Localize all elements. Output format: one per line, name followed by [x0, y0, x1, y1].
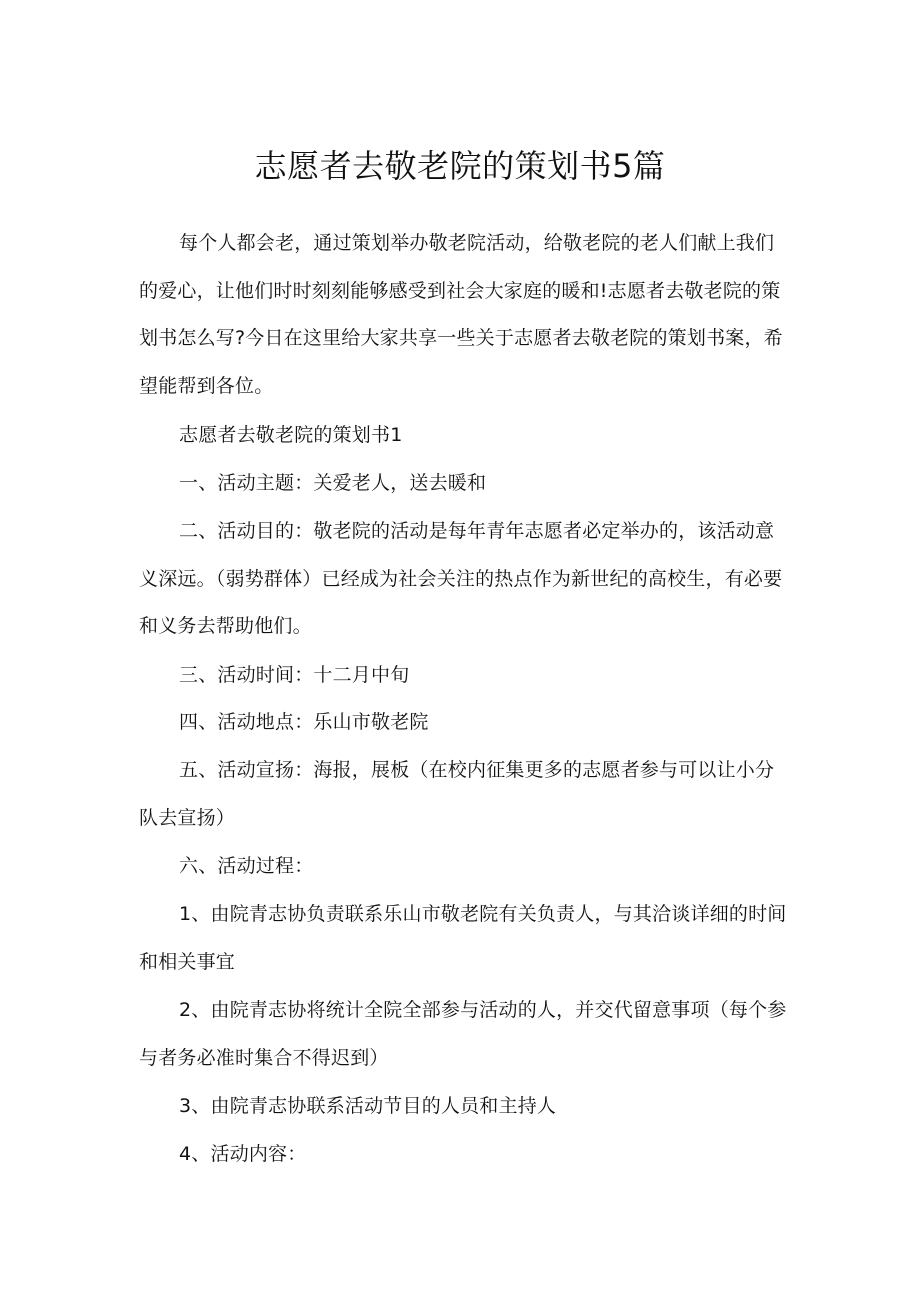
activity-place: 四、活动地点：乐山市敬老院	[179, 711, 429, 733]
activity-purpose: 二、活动目的：敬老院的活动是每年青年志愿者必定举办的，该活动意义深远。（弱势群体）已经成为社会关注的热点作为新世纪的高校生，有必要和义务去帮助他们。	[139, 520, 783, 637]
activity-process-heading: 六、活动过程：	[179, 855, 314, 877]
process-step-1: 1、由院青志协负责联系乐山市敬老院有关负责人，与其洽谈详细的时间和相关事宜	[139, 903, 787, 973]
activity-promotion: 五、活动宣扬：海报，展板（在校内征集更多的志愿者参与可以让小分队去宣扬）	[139, 759, 775, 829]
activity-time: 三、活动时间：十二月中旬	[179, 664, 410, 686]
section-heading: 志愿者去敬老院的策划书1	[179, 424, 403, 446]
process-step-3: 3、由院青志协联系活动节目的人员和主持人	[179, 1095, 557, 1117]
activity-theme: 一、活动主题：关爱老人，送去暖和	[179, 472, 487, 494]
document-title: 志愿者去敬老院的策划书5篇	[254, 147, 666, 185]
intro-paragraph: 每个人都会老，通过策划举办敬老院活动，给敬老院的老人们献上我们的爱心，让他们时时刻刻能够感受到社会大家庭的暖和!志愿者去敬老院的策划书怎么写?今日在这里给大家共享一些关于志愿者去敬老院的策划书案，希望能帮到各位。	[139, 232, 783, 397]
process-step-2: 2、由院青志协将统计全院全部参与活动的人，并交代留意事项（每个参与者务必准时集合不得迟到）	[139, 999, 787, 1069]
process-step-4: 4、活动内容：	[179, 1143, 307, 1165]
